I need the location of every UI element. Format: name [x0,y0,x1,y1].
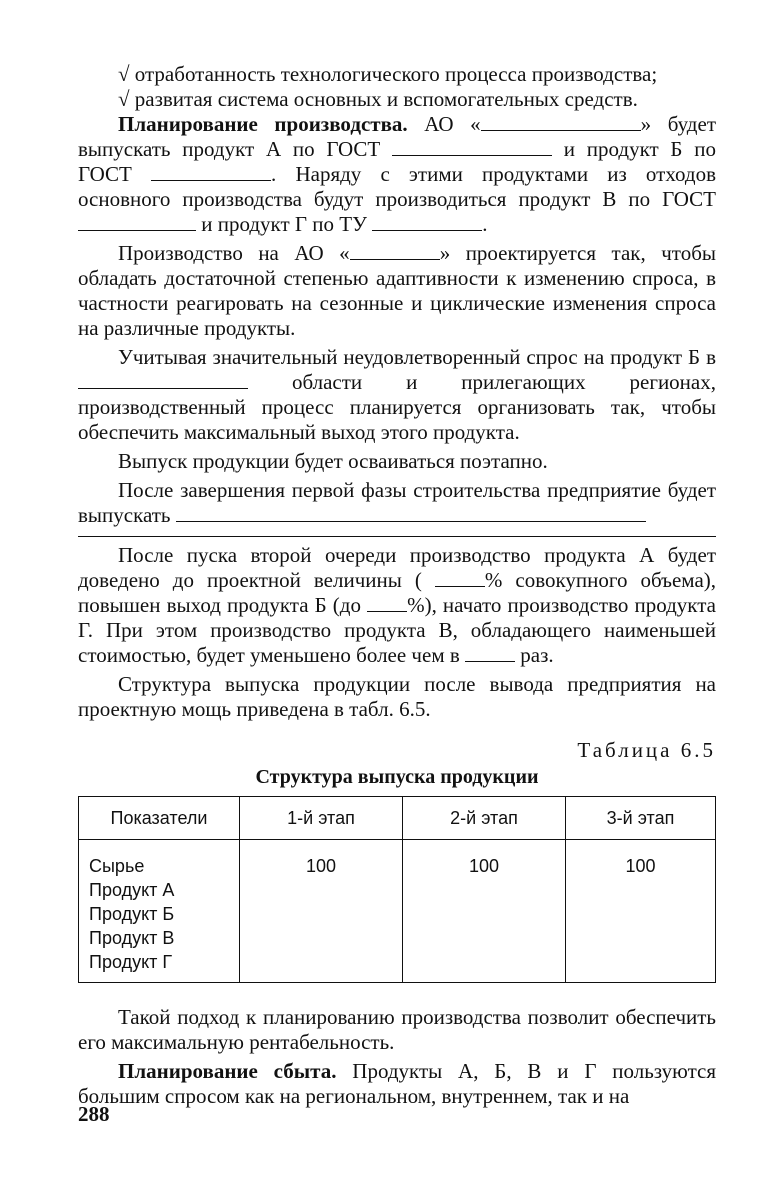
text: » будет выпускать продукт А по ГОСТ [78,112,716,161]
row-label: Продукт В [89,928,175,948]
table-header: 1-й этап [240,797,403,840]
paragraph-production-planning [78,112,716,237]
blank-region [78,370,248,389]
paragraph-sales-planning [78,1059,716,1109]
page-number: 288 [78,1102,110,1126]
text: области и прилегающих регионах, производственный процесс планируется организовать так, чтобы обеспечить максимальный выход этого продукта. [78,370,716,444]
table-header: 2-й этап [403,797,566,840]
row-label: Сырье [89,856,145,876]
blank-times [465,643,515,662]
bullet-line-1: √ отработанность технологического процесса производства; [118,62,658,86]
text: АО « [407,112,481,136]
text: Продукты А, Б, В и Г пользуются большим спросом как на региональном, внутреннем, так и на [78,1059,716,1108]
table-row [79,840,716,983]
table-cell-stage-3: 100 [566,840,716,983]
blank-gost-b [151,162,271,181]
page-content [78,62,716,1109]
table-header: Показатели [79,797,240,840]
paragraph-demand [78,345,716,445]
blank-first-phase [176,503,646,522]
table-header-row [79,797,716,840]
text: % совокупного объема), повышен выход продукта Б (до [78,568,717,617]
text: и продукт Б по ГОСТ [78,137,716,186]
output-structure-table [78,796,716,983]
table-title: Структура выпуска продукции [255,766,539,788]
text: Учитывая значительный неудовлетворенный спрос на продукт Б в [118,345,716,369]
blank-tu-g [372,212,482,231]
heading-production-planning: Планирование производства. [118,112,408,136]
table-number: Таблица 6.5 [577,738,716,762]
table-header: 3-й этап [566,797,716,840]
blank-first-phase-line-2 [78,528,716,537]
paragraph-second-phase [78,543,716,668]
bullet-line-2: √ развитая система основных и вспомогательных средств. [118,87,638,111]
text: После пуска второй очереди производство продукта А будет доведено до проектной величины ( [78,543,716,592]
table-cell-indicators [79,840,240,983]
text: . Наряду с этими продуктами из отходов основного производства будут производиться продукт В по ГОСТ [78,162,717,211]
blank-percent-b [367,593,407,612]
row-label: Продукт Г [89,952,173,972]
blank-company-name-2 [350,241,440,260]
text: Производство на АО « [118,241,350,265]
paragraph-stages: Выпуск продукции будет осваиваться поэтапно. [118,449,548,473]
text: После завершения первой фазы строительства предприятие будет выпускать [78,478,716,527]
paragraph-adaptivity [78,241,716,341]
paragraph-first-phase [78,478,716,528]
text: и продукт Г по ТУ [196,212,373,236]
text: %), начато производство продукта Г. При этом производство продукта В, обладающего наименьшей стоимостью, будет уменьшено более чем в [78,593,716,667]
text: раз. [515,643,554,667]
row-label: Продукт А [89,880,175,900]
table-cell-stage-2: 100 [403,840,566,983]
blank-company-name [481,112,641,131]
heading-sales-planning: Планирование сбыта. [118,1059,337,1083]
blank-gost-a [392,137,552,156]
text: . [482,212,488,236]
paragraph-structure: Структура выпуска продукции после вывода предприятия на проектную мощь приведена в табл. 6.5. [78,672,716,721]
blank-gost-v [78,212,196,231]
text: » проектируется так, чтобы обладать достаточной степенью адаптивности к изменению спроса, в частности реагировать на сезонные и циклические изменения спроса на различные продукты. [78,241,716,340]
table-cell-stage-1: 100 [240,840,403,983]
paragraph-approach: Такой подход к планированию производства позволит обеспечить его максимальную рентабельность. [78,1005,716,1054]
blank-percent-a [435,568,485,587]
row-label: Продукт Б [89,904,175,924]
